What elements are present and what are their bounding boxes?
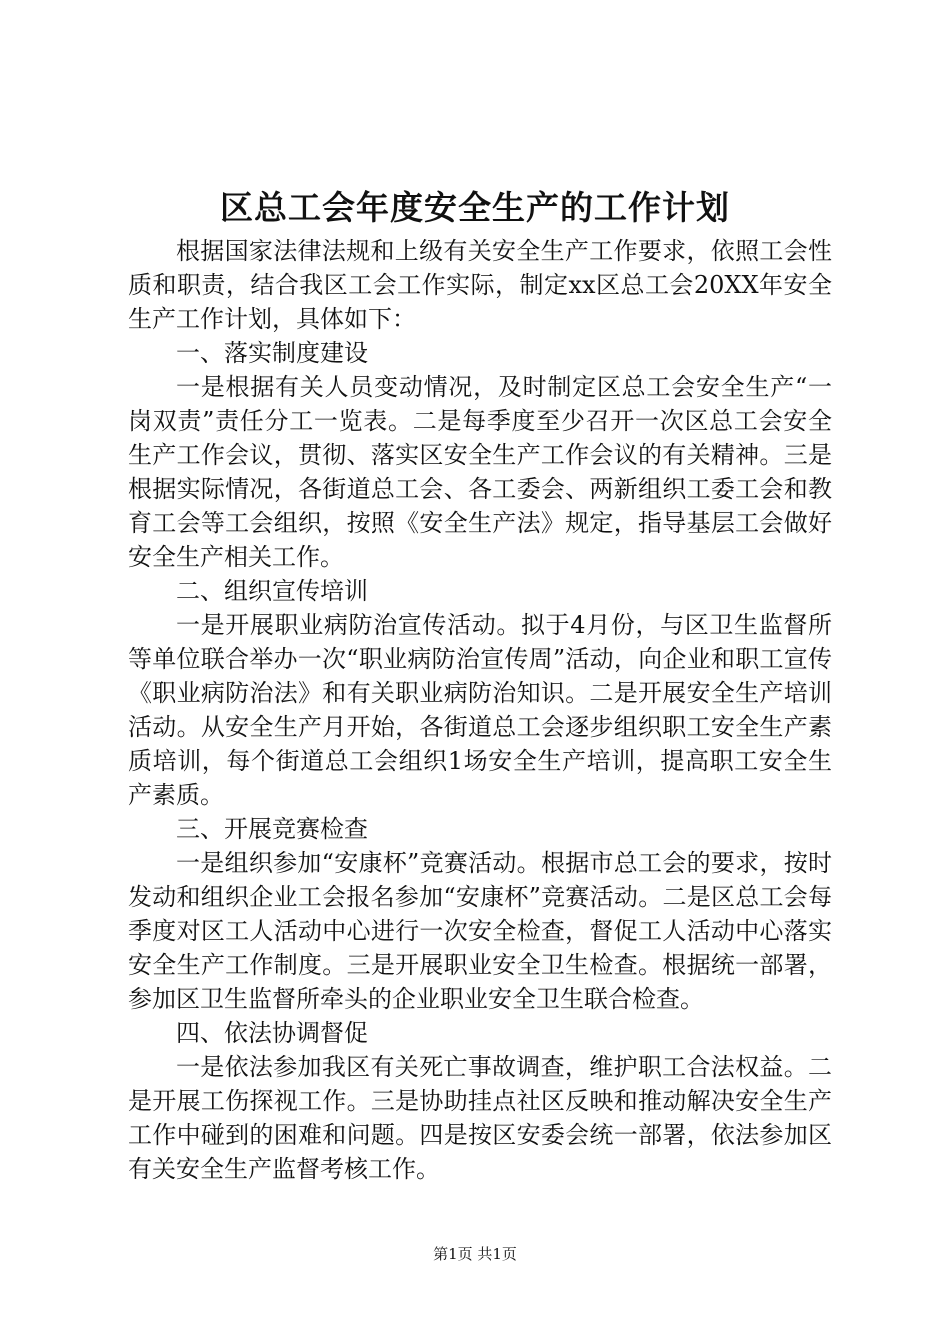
section-4-heading: 四、依法协调督促 (176, 1019, 368, 1047)
intro-paragraph: 根据国家法律法规和上级有关安全生产工作要求，依照工会性质和职责，结合我区工会工作实际，制定xx区总工会20XX年安全生产工作计划，具体如下： (128, 237, 832, 333)
section-4-paragraph: 一是依法参加我区有关死亡事故调查，维护职工合法权益。二是开展工伤探视工作。三是协助挂点社区反映和推动解决安全生产工作中碰到的困难和问题。四是按区安委会统一部署，依法参加区有关安全生产监督考核工作。 (128, 1053, 832, 1183)
document-title: 区总工会年度安全生产的工作计划 (220, 188, 730, 227)
section-2-paragraph: 一是开展职业病防治宣传活动。拟于4月份，与区卫生监督所等单位联合举办一次“职业病防治宣传周”活动，向企业和职工宣传《职业病防治法》和有关职业病防治知识。二是开展安全生产培训活动。从安全生产月开始，各街道总工会逐步组织职工安全生产素质培训，每个街道总工会组织1场安全生产培训，提高职工安全生产素质。 (128, 611, 832, 809)
section-3-heading: 三、开展竞赛检查 (176, 815, 368, 843)
page-number-footer: 第1页 共1页 (433, 1245, 517, 1263)
document-body (128, 234, 832, 1186)
section-3-paragraph: 一是组织参加“安康杯”竞赛活动。根据市总工会的要求，按时发动和组织企业工会报名参加“安康杯”竞赛活动。二是区总工会每季度对区工人活动中心进行一次安全检查，督促工人活动中心落实安全生产工作制度。三是开展职业安全卫生检查。根据统一部署，参加区卫生监督所牵头的企业职业安全卫生联合检查。 (128, 849, 832, 1013)
section-1-paragraph: 一是根据有关人员变动情况，及时制定区总工会安全生产“一岗双责”责任分工一览表。二是每季度至少召开一次区总工会安全生产工作会议，贯彻、落实区安全生产工作会议的有关精神。三是根据实际情况，各街道总工会、各工委会、两新组织工委工会和教育工会等工会组织，按照《安全生产法》规定，指导基层工会做好安全生产相关工作。 (128, 373, 832, 571)
section-1-heading: 一、落实制度建设 (176, 339, 368, 367)
section-2-heading: 二、组织宣传培训 (176, 577, 368, 605)
